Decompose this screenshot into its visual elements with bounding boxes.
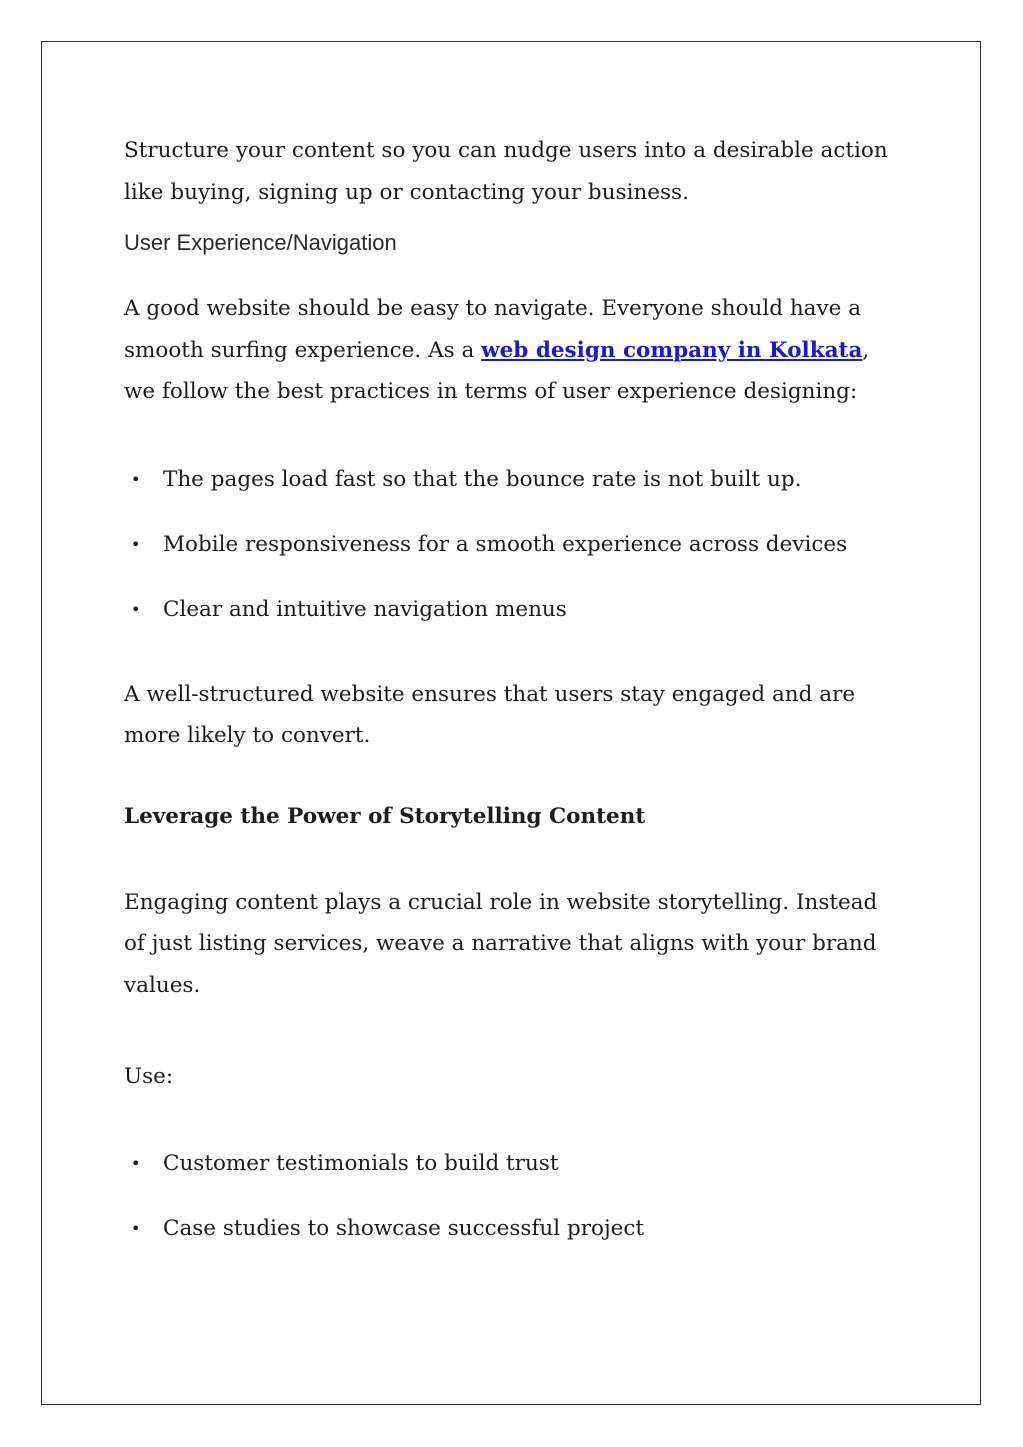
bullet-icon: • <box>131 1153 141 1173</box>
ux-closing-paragraph: A well-structured website ensures that users stay engaged and are more likely to convert. <box>124 681 856 748</box>
document-content <box>124 130 904 1244</box>
storytelling-heading: Leverage the Power of Storytelling Content <box>124 803 646 829</box>
ux-paragraph-before-link: A good website should be easy to navigate. Everyone should have a smooth surfing experience. As a <box>124 296 862 363</box>
list-item <box>124 465 904 495</box>
storytelling-paragraph: Engaging content plays a crucial role in website storytelling. Instead of just listing services, weave a narrative that aligns with your brand values. <box>124 889 878 998</box>
ux-bullet-list <box>124 465 904 625</box>
ux-paragraph-after-link: , we follow the best practices in terms of user experience designing: <box>124 337 870 404</box>
list-item-text: Mobile responsiveness for a smooth experience across devices <box>163 531 848 557</box>
bullet-icon: • <box>131 1218 141 1238</box>
list-item-text: Customer testimonials to build trust <box>163 1150 559 1176</box>
ux-paragraph <box>124 288 904 413</box>
bullet-icon: • <box>131 469 141 489</box>
list-item <box>124 1149 904 1179</box>
list-item <box>124 595 904 625</box>
storytelling-bullet-list <box>124 1149 904 1244</box>
list-item <box>124 530 904 560</box>
list-item-text: Case studies to showcase successful project <box>163 1215 645 1241</box>
web-design-company-link[interactable]: web design company in Kolkata <box>481 337 863 363</box>
list-item-text: Clear and intuitive navigation menus <box>163 596 567 622</box>
subheading-user-experience: User Experience/Navigation <box>124 230 397 255</box>
use-label: Use: <box>124 1064 174 1089</box>
intro-paragraph: Structure your content so you can nudge users into a desirable action like buying, signing up or contacting your business. <box>124 138 888 205</box>
bullet-icon: • <box>131 599 141 619</box>
list-item <box>124 1214 904 1244</box>
bullet-icon: • <box>131 534 141 554</box>
list-item-text: The pages load fast so that the bounce rate is not built up. <box>163 466 802 492</box>
